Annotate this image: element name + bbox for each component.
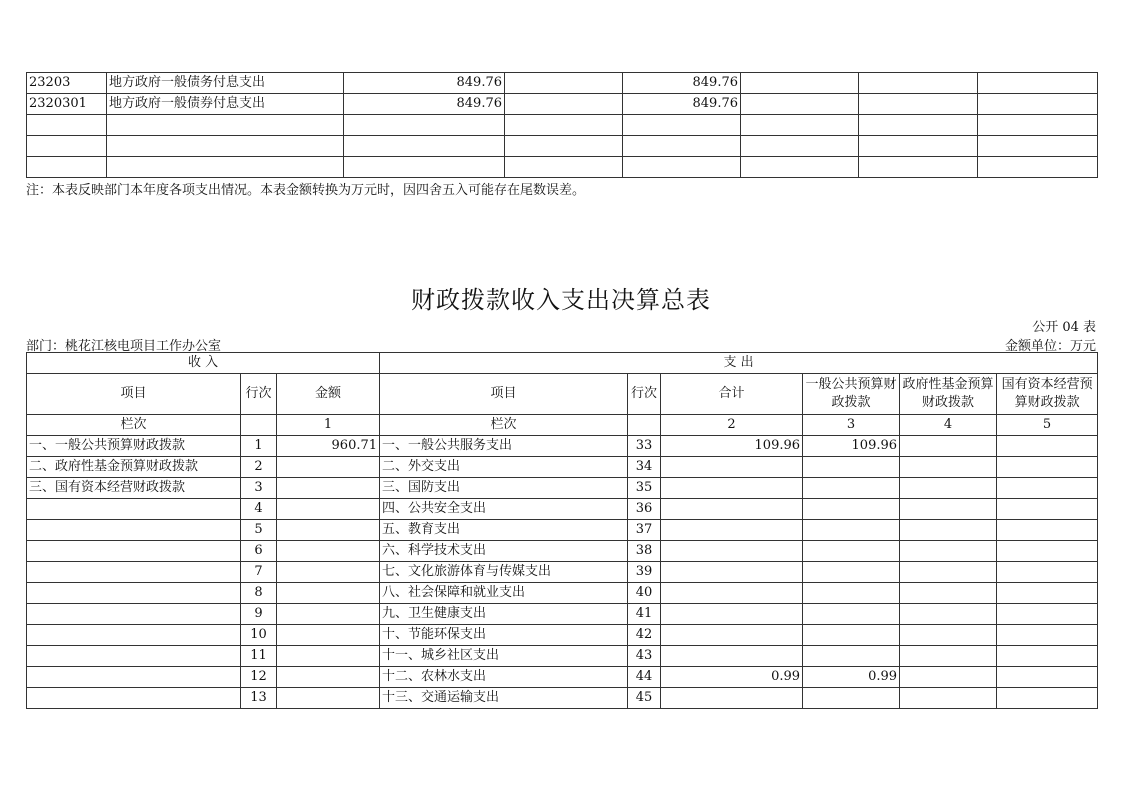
fiscal-appropriation-table <box>26 352 1098 709</box>
income-row-no: 12 <box>241 667 277 688</box>
total-amount <box>661 646 803 667</box>
total-amount <box>661 541 803 562</box>
table-row <box>27 115 1098 136</box>
income-col-label: 栏次 <box>27 415 241 436</box>
general-budget-amount <box>803 541 900 562</box>
income-row-no: 2 <box>241 457 277 478</box>
expense-row-no: 42 <box>628 625 661 646</box>
total-amount <box>661 499 803 520</box>
expense-row-no: 41 <box>628 604 661 625</box>
expense-item: 十一、城乡社区支出 <box>380 646 628 667</box>
state-capital-amount <box>997 562 1098 583</box>
row-col-7 <box>859 94 978 115</box>
total-amount <box>661 457 803 478</box>
row-col-8 <box>978 115 1098 136</box>
col-index-2: 2 <box>661 415 803 436</box>
row-col-6 <box>741 115 859 136</box>
table-row <box>27 688 1098 709</box>
income-amount <box>277 499 380 520</box>
gov-fund-amount <box>900 583 997 604</box>
row-total <box>344 157 505 178</box>
row-code <box>27 157 107 178</box>
row-col-7 <box>859 115 978 136</box>
report-title: 财政拨款收入支出决算总表 <box>411 286 711 314</box>
income-item <box>27 646 241 667</box>
state-capital-amount <box>997 583 1098 604</box>
income-row-no-header: 行次 <box>241 374 277 415</box>
income-item <box>27 625 241 646</box>
income-item <box>27 520 241 541</box>
state-capital-amount <box>997 646 1098 667</box>
general-budget-amount <box>803 457 900 478</box>
table-row <box>27 583 1098 604</box>
row-col-4 <box>505 136 623 157</box>
row-col-4 <box>505 73 623 94</box>
row-code <box>27 115 107 136</box>
amount-unit-label: 金额单位：万元 <box>1004 339 1096 354</box>
row-col-7 <box>859 73 978 94</box>
income-row-no: 5 <box>241 520 277 541</box>
table-row <box>27 499 1098 520</box>
total-amount <box>661 688 803 709</box>
income-row-no: 11 <box>241 646 277 667</box>
total-amount <box>661 478 803 499</box>
income-item <box>27 583 241 604</box>
expense-row-no: 44 <box>628 667 661 688</box>
income-item <box>27 541 241 562</box>
gov-fund-amount <box>900 436 997 457</box>
income-item <box>27 499 241 520</box>
expense-header: 支 出 <box>380 353 1098 374</box>
state-capital-amount <box>997 520 1098 541</box>
row-col-8 <box>978 73 1098 94</box>
expense-col-label: 栏次 <box>380 415 628 436</box>
expense-item-header: 项目 <box>380 374 628 415</box>
income-amount <box>277 604 380 625</box>
income-item: 二、政府性基金预算财政拨款 <box>27 457 241 478</box>
expense-row-no: 38 <box>628 541 661 562</box>
table-note: 注：本表反映部门本年度各项支出情况。本表金额转换为万元时，因四舍五入可能存在尾数误差。 <box>26 183 586 198</box>
gov-fund-amount <box>900 457 997 478</box>
gov-fund-amount <box>900 688 997 709</box>
income-amount <box>277 646 380 667</box>
row-col-4 <box>505 157 623 178</box>
total-amount: 0.99 <box>661 667 803 688</box>
state-capital-amount <box>997 667 1098 688</box>
expense-row-no: 37 <box>628 520 661 541</box>
total-amount <box>661 604 803 625</box>
table-row <box>27 436 1098 457</box>
table-code: 公开 04 表 <box>1032 320 1096 335</box>
row-col-8 <box>978 94 1098 115</box>
gov-fund-amount <box>900 478 997 499</box>
total-amount <box>661 562 803 583</box>
expense-item: 五、教育支出 <box>380 520 628 541</box>
income-item <box>27 688 241 709</box>
total-header: 合计 <box>661 374 803 415</box>
row-col-6 <box>741 136 859 157</box>
row-col-7 <box>859 157 978 178</box>
income-row-no: 1 <box>241 436 277 457</box>
table-row <box>27 136 1098 157</box>
income-amount <box>277 541 380 562</box>
total-amount: 109.96 <box>661 436 803 457</box>
income-amount <box>277 667 380 688</box>
general-budget-amount <box>803 478 900 499</box>
expense-item: 十二、农林水支出 <box>380 667 628 688</box>
income-amount <box>277 688 380 709</box>
expense-row-no-header: 行次 <box>628 374 661 415</box>
income-row-no: 9 <box>241 604 277 625</box>
expense-item: 八、社会保障和就业支出 <box>380 583 628 604</box>
row-total: 849.76 <box>344 73 505 94</box>
col-index-3: 3 <box>803 415 900 436</box>
row-col-5: 849.76 <box>623 73 741 94</box>
row-col-5 <box>623 115 741 136</box>
income-item: 三、国有资本经营财政拨款 <box>27 478 241 499</box>
income-header: 收 入 <box>27 353 380 374</box>
expense-row-no: 40 <box>628 583 661 604</box>
general-budget-amount: 0.99 <box>803 667 900 688</box>
general-budget-amount <box>803 625 900 646</box>
gov-fund-amount <box>900 499 997 520</box>
expense-row-no: 34 <box>628 457 661 478</box>
general-budget-amount <box>803 499 900 520</box>
income-amount-header: 金额 <box>277 374 380 415</box>
row-total <box>344 136 505 157</box>
table-row <box>27 646 1098 667</box>
income-amount <box>277 562 380 583</box>
row-name <box>107 115 344 136</box>
row-col-8 <box>978 157 1098 178</box>
department-label: 部门：桃花江核电项目工作办公室 <box>26 339 222 354</box>
general-budget-header: 一般公共预算财政拨款 <box>803 374 900 415</box>
row-total <box>344 115 505 136</box>
table-row <box>27 667 1098 688</box>
expense-col-blank <box>628 415 661 436</box>
general-budget-amount: 109.96 <box>803 436 900 457</box>
row-name: 地方政府一般债券付息支出 <box>107 94 344 115</box>
col-index-5: 5 <box>997 415 1098 436</box>
header-row-1 <box>27 353 1098 374</box>
row-code: 2320301 <box>27 94 107 115</box>
state-capital-header: 国有资本经营预算财政拨款 <box>997 374 1098 415</box>
general-budget-amount <box>803 688 900 709</box>
expense-detail-table <box>26 72 1098 178</box>
table-row <box>27 73 1098 94</box>
row-col-8 <box>978 136 1098 157</box>
state-capital-amount <box>997 604 1098 625</box>
income-item-header: 项目 <box>27 374 241 415</box>
expense-detail-body <box>27 73 1098 178</box>
expense-item: 一、一般公共服务支出 <box>380 436 628 457</box>
expense-row-no: 35 <box>628 478 661 499</box>
row-col-4 <box>505 115 623 136</box>
total-amount <box>661 583 803 604</box>
col-index-4: 4 <box>900 415 997 436</box>
expense-item: 十、节能环保支出 <box>380 625 628 646</box>
income-item <box>27 604 241 625</box>
income-row-no: 4 <box>241 499 277 520</box>
table-row <box>27 625 1098 646</box>
gov-fund-amount <box>900 520 997 541</box>
gov-fund-amount <box>900 667 997 688</box>
state-capital-amount <box>997 688 1098 709</box>
expense-item: 六、科学技术支出 <box>380 541 628 562</box>
state-capital-amount <box>997 436 1098 457</box>
table-row <box>27 541 1098 562</box>
fiscal-appropriation-body <box>27 436 1098 709</box>
expense-row-no: 33 <box>628 436 661 457</box>
income-item <box>27 562 241 583</box>
expense-item: 四、公共安全支出 <box>380 499 628 520</box>
header-row-2 <box>27 374 1098 415</box>
table-row <box>27 94 1098 115</box>
table-row <box>27 520 1098 541</box>
expense-item: 三、国防支出 <box>380 478 628 499</box>
state-capital-amount <box>997 541 1098 562</box>
expense-row-no: 39 <box>628 562 661 583</box>
general-budget-amount <box>803 562 900 583</box>
income-row-no: 3 <box>241 478 277 499</box>
expense-row-no: 36 <box>628 499 661 520</box>
gov-fund-amount <box>900 541 997 562</box>
table-row <box>27 478 1098 499</box>
general-budget-amount <box>803 583 900 604</box>
income-amount <box>277 457 380 478</box>
row-name: 地方政府一般债务付息支出 <box>107 73 344 94</box>
gov-fund-amount <box>900 646 997 667</box>
row-total: 849.76 <box>344 94 505 115</box>
gov-fund-amount <box>900 604 997 625</box>
table-row <box>27 604 1098 625</box>
income-row-no: 7 <box>241 562 277 583</box>
income-item <box>27 667 241 688</box>
state-capital-amount <box>997 625 1098 646</box>
row-col-4 <box>505 94 623 115</box>
state-capital-amount <box>997 457 1098 478</box>
col-index-1: 1 <box>277 415 380 436</box>
income-col-blank <box>241 415 277 436</box>
table-row <box>27 457 1098 478</box>
income-amount <box>277 583 380 604</box>
expense-row-no: 45 <box>628 688 661 709</box>
general-budget-amount <box>803 646 900 667</box>
column-index-row <box>27 415 1098 436</box>
table-row <box>27 562 1098 583</box>
income-amount: 960.71 <box>277 436 380 457</box>
income-amount <box>277 625 380 646</box>
income-row-no: 13 <box>241 688 277 709</box>
general-budget-amount <box>803 520 900 541</box>
gov-fund-amount <box>900 625 997 646</box>
income-row-no: 8 <box>241 583 277 604</box>
row-name <box>107 136 344 157</box>
income-item: 一、一般公共预算财政拨款 <box>27 436 241 457</box>
total-amount <box>661 625 803 646</box>
row-col-6 <box>741 94 859 115</box>
gov-fund-header: 政府性基金预算财政拨款 <box>900 374 997 415</box>
row-col-5 <box>623 157 741 178</box>
income-amount <box>277 478 380 499</box>
income-row-no: 6 <box>241 541 277 562</box>
row-col-5: 849.76 <box>623 94 741 115</box>
general-budget-amount <box>803 604 900 625</box>
expense-row-no: 43 <box>628 646 661 667</box>
expense-item: 二、外交支出 <box>380 457 628 478</box>
income-amount <box>277 520 380 541</box>
row-code <box>27 136 107 157</box>
row-col-6 <box>741 73 859 94</box>
table-row <box>27 157 1098 178</box>
row-col-6 <box>741 157 859 178</box>
row-col-7 <box>859 136 978 157</box>
expense-item: 七、文化旅游体育与传媒支出 <box>380 562 628 583</box>
expense-item: 九、卫生健康支出 <box>380 604 628 625</box>
gov-fund-amount <box>900 562 997 583</box>
row-name <box>107 157 344 178</box>
row-col-5 <box>623 136 741 157</box>
total-amount <box>661 520 803 541</box>
income-row-no: 10 <box>241 625 277 646</box>
expense-item: 十三、交通运输支出 <box>380 688 628 709</box>
state-capital-amount <box>997 478 1098 499</box>
state-capital-amount <box>997 499 1098 520</box>
row-code: 23203 <box>27 73 107 94</box>
